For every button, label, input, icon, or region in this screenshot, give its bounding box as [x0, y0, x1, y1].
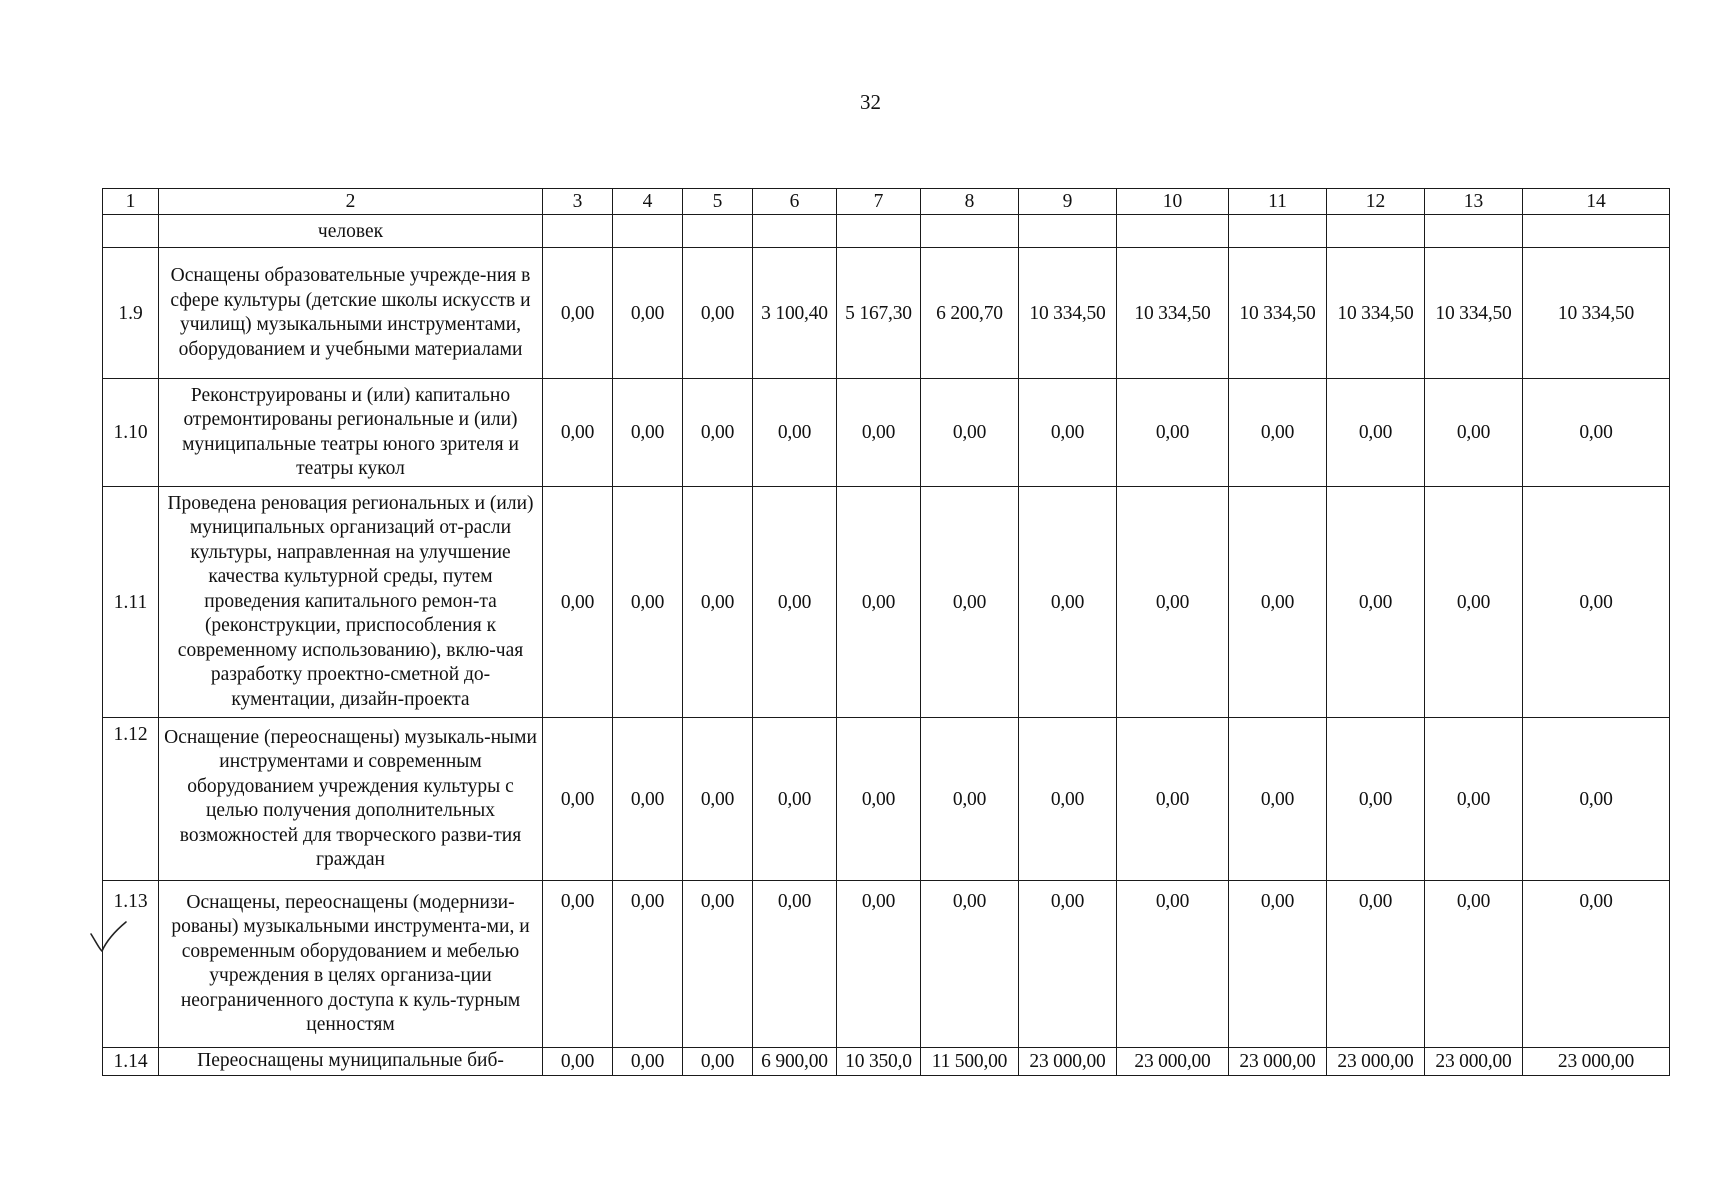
unit-row — [103, 215, 1670, 248]
row-description: Проведена реновация региональных и (или) муниципальных организаций от-расли культуры, направленная на улучшение качества культурной среды, путем проведения капитального ремон-та (реконструкции, приспособления к современному использованию), вклю-чая разработку проектно-сметной до-кументации, дизайн-проекта — [159, 487, 543, 718]
row-description: Оснащены образовательные учрежде-ния в сфере культуры (детские школы искусств и училищ) музыкальными инструментами, оборудованием и учебными материалами — [159, 248, 543, 379]
unit-label: человек — [159, 215, 543, 248]
table-row — [103, 487, 1670, 718]
row-index: 1.13 — [103, 881, 159, 1048]
value-cell: 0,00 — [613, 248, 683, 379]
value-cell: 3 100,40 — [753, 248, 837, 379]
row-description: Реконструированы и (или) капитально отремонтированы региональные и (или) муниципальные театры юного зрителя и театры кукол — [159, 379, 543, 487]
value-cell: 0,00 — [1117, 379, 1229, 487]
value-cell: 0,00 — [1327, 379, 1425, 487]
value-cell: 0,00 — [613, 487, 683, 718]
table-cell — [1425, 215, 1523, 248]
value-cell: 0,00 — [753, 487, 837, 718]
table-cell — [753, 215, 837, 248]
value-cell: 0,00 — [1229, 718, 1327, 881]
value-cell: 0,00 — [1425, 487, 1523, 718]
table-cell — [1523, 215, 1670, 248]
table-cell — [1229, 215, 1327, 248]
value-cell: 5 167,30 — [837, 248, 921, 379]
column-number: 14 — [1523, 189, 1670, 215]
value-cell: 0,00 — [543, 881, 613, 1048]
table-row — [103, 718, 1670, 881]
row-description: Оснащены, переоснащены (модернизи-рованы) музыкальными инструмента-ми, и современным оборудованием и мебелью учреждения в целях организа-ции неограниченного доступа к куль-турным ценностям — [159, 881, 543, 1048]
row-index: 1.9 — [103, 248, 159, 379]
value-cell: 0,00 — [753, 881, 837, 1048]
value-cell: 0,00 — [1229, 881, 1327, 1048]
table-row — [103, 1048, 1670, 1076]
row-description: Переоснащены муниципальные биб- — [159, 1048, 543, 1076]
column-number: 2 — [159, 189, 543, 215]
value-cell: 0,00 — [921, 379, 1019, 487]
column-number: 9 — [1019, 189, 1117, 215]
table-cell — [921, 215, 1019, 248]
value-cell: 0,00 — [837, 881, 921, 1048]
value-cell: 0,00 — [1523, 379, 1670, 487]
value-cell: 10 334,50 — [1327, 248, 1425, 379]
value-cell: 0,00 — [837, 718, 921, 881]
value-cell: 0,00 — [613, 379, 683, 487]
table-cell — [1117, 215, 1229, 248]
value-cell: 10 334,50 — [1425, 248, 1523, 379]
value-cell: 0,00 — [1019, 718, 1117, 881]
column-number: 3 — [543, 189, 613, 215]
value-cell: 0,00 — [613, 718, 683, 881]
value-cell: 10 334,50 — [1229, 248, 1327, 379]
table-cell — [1019, 215, 1117, 248]
value-cell: 11 500,00 — [921, 1048, 1019, 1076]
handwritten-checkmark-icon — [88, 920, 128, 954]
data-table — [102, 188, 1670, 1076]
value-cell: 10 334,50 — [1019, 248, 1117, 379]
column-number: 8 — [921, 189, 1019, 215]
row-description: Оснащение (переоснащены) музыкаль-ными инструментами и современным оборудованием учреждения культуры с целью получения дополнительных возможностей для творческого разви-тия граждан — [159, 718, 543, 881]
column-number: 12 — [1327, 189, 1425, 215]
row-index: 1.14 — [103, 1048, 159, 1076]
value-cell: 0,00 — [1327, 718, 1425, 881]
value-cell: 0,00 — [1327, 487, 1425, 718]
value-cell: 0,00 — [683, 487, 753, 718]
value-cell: 0,00 — [1117, 881, 1229, 1048]
table-cell — [683, 215, 753, 248]
value-cell: 10 350,0 — [837, 1048, 921, 1076]
value-cell: 0,00 — [543, 718, 613, 881]
value-cell: 23 000,00 — [1019, 1048, 1117, 1076]
value-cell: 0,00 — [1523, 487, 1670, 718]
value-cell: 0,00 — [543, 248, 613, 379]
value-cell: 0,00 — [543, 487, 613, 718]
value-cell: 0,00 — [837, 379, 921, 487]
value-cell: 0,00 — [1117, 487, 1229, 718]
value-cell: 0,00 — [1327, 881, 1425, 1048]
column-number: 1 — [103, 189, 159, 215]
table-row — [103, 881, 1670, 1048]
table-row — [103, 248, 1670, 379]
value-cell: 0,00 — [921, 718, 1019, 881]
value-cell: 0,00 — [753, 379, 837, 487]
value-cell: 0,00 — [1229, 379, 1327, 487]
value-cell: 10 334,50 — [1117, 248, 1229, 379]
value-cell: 0,00 — [683, 1048, 753, 1076]
value-cell: 0,00 — [837, 487, 921, 718]
value-cell: 0,00 — [683, 718, 753, 881]
value-cell: 0,00 — [543, 379, 613, 487]
value-cell: 0,00 — [753, 718, 837, 881]
column-number: 6 — [753, 189, 837, 215]
page-number: 32 — [860, 90, 881, 114]
row-index: 1.12 — [103, 718, 159, 881]
row-index: 1.10 — [103, 379, 159, 487]
value-cell: 0,00 — [1523, 718, 1670, 881]
value-cell: 10 334,50 — [1523, 248, 1670, 379]
table-row — [103, 379, 1670, 487]
value-cell: 23 000,00 — [1523, 1048, 1670, 1076]
value-cell: 0,00 — [1425, 718, 1523, 881]
column-number-row — [103, 189, 1670, 215]
value-cell: 0,00 — [1019, 379, 1117, 487]
value-cell: 0,00 — [683, 881, 753, 1048]
value-cell: 6 200,70 — [921, 248, 1019, 379]
column-number: 4 — [613, 189, 683, 215]
value-cell: 23 000,00 — [1229, 1048, 1327, 1076]
column-number: 13 — [1425, 189, 1523, 215]
value-cell: 0,00 — [683, 248, 753, 379]
value-cell: 0,00 — [1117, 718, 1229, 881]
row-index: 1.11 — [103, 487, 159, 718]
table-cell — [103, 215, 159, 248]
table-cell — [837, 215, 921, 248]
value-cell: 6 900,00 — [753, 1048, 837, 1076]
value-cell: 0,00 — [543, 1048, 613, 1076]
column-number: 10 — [1117, 189, 1229, 215]
value-cell: 0,00 — [1019, 487, 1117, 718]
column-number: 11 — [1229, 189, 1327, 215]
value-cell: 0,00 — [921, 487, 1019, 718]
table-cell — [543, 215, 613, 248]
value-cell: 0,00 — [613, 1048, 683, 1076]
table-cell — [613, 215, 683, 248]
value-cell: 23 000,00 — [1425, 1048, 1523, 1076]
value-cell: 0,00 — [1425, 881, 1523, 1048]
column-number: 5 — [683, 189, 753, 215]
value-cell: 23 000,00 — [1327, 1048, 1425, 1076]
value-cell: 0,00 — [683, 379, 753, 487]
table-cell — [1327, 215, 1425, 248]
value-cell: 0,00 — [613, 881, 683, 1048]
value-cell: 0,00 — [1019, 881, 1117, 1048]
value-cell: 23 000,00 — [1117, 1048, 1229, 1076]
value-cell: 0,00 — [1425, 379, 1523, 487]
value-cell: 0,00 — [1229, 487, 1327, 718]
column-number: 7 — [837, 189, 921, 215]
value-cell: 0,00 — [921, 881, 1019, 1048]
value-cell: 0,00 — [1523, 881, 1670, 1048]
